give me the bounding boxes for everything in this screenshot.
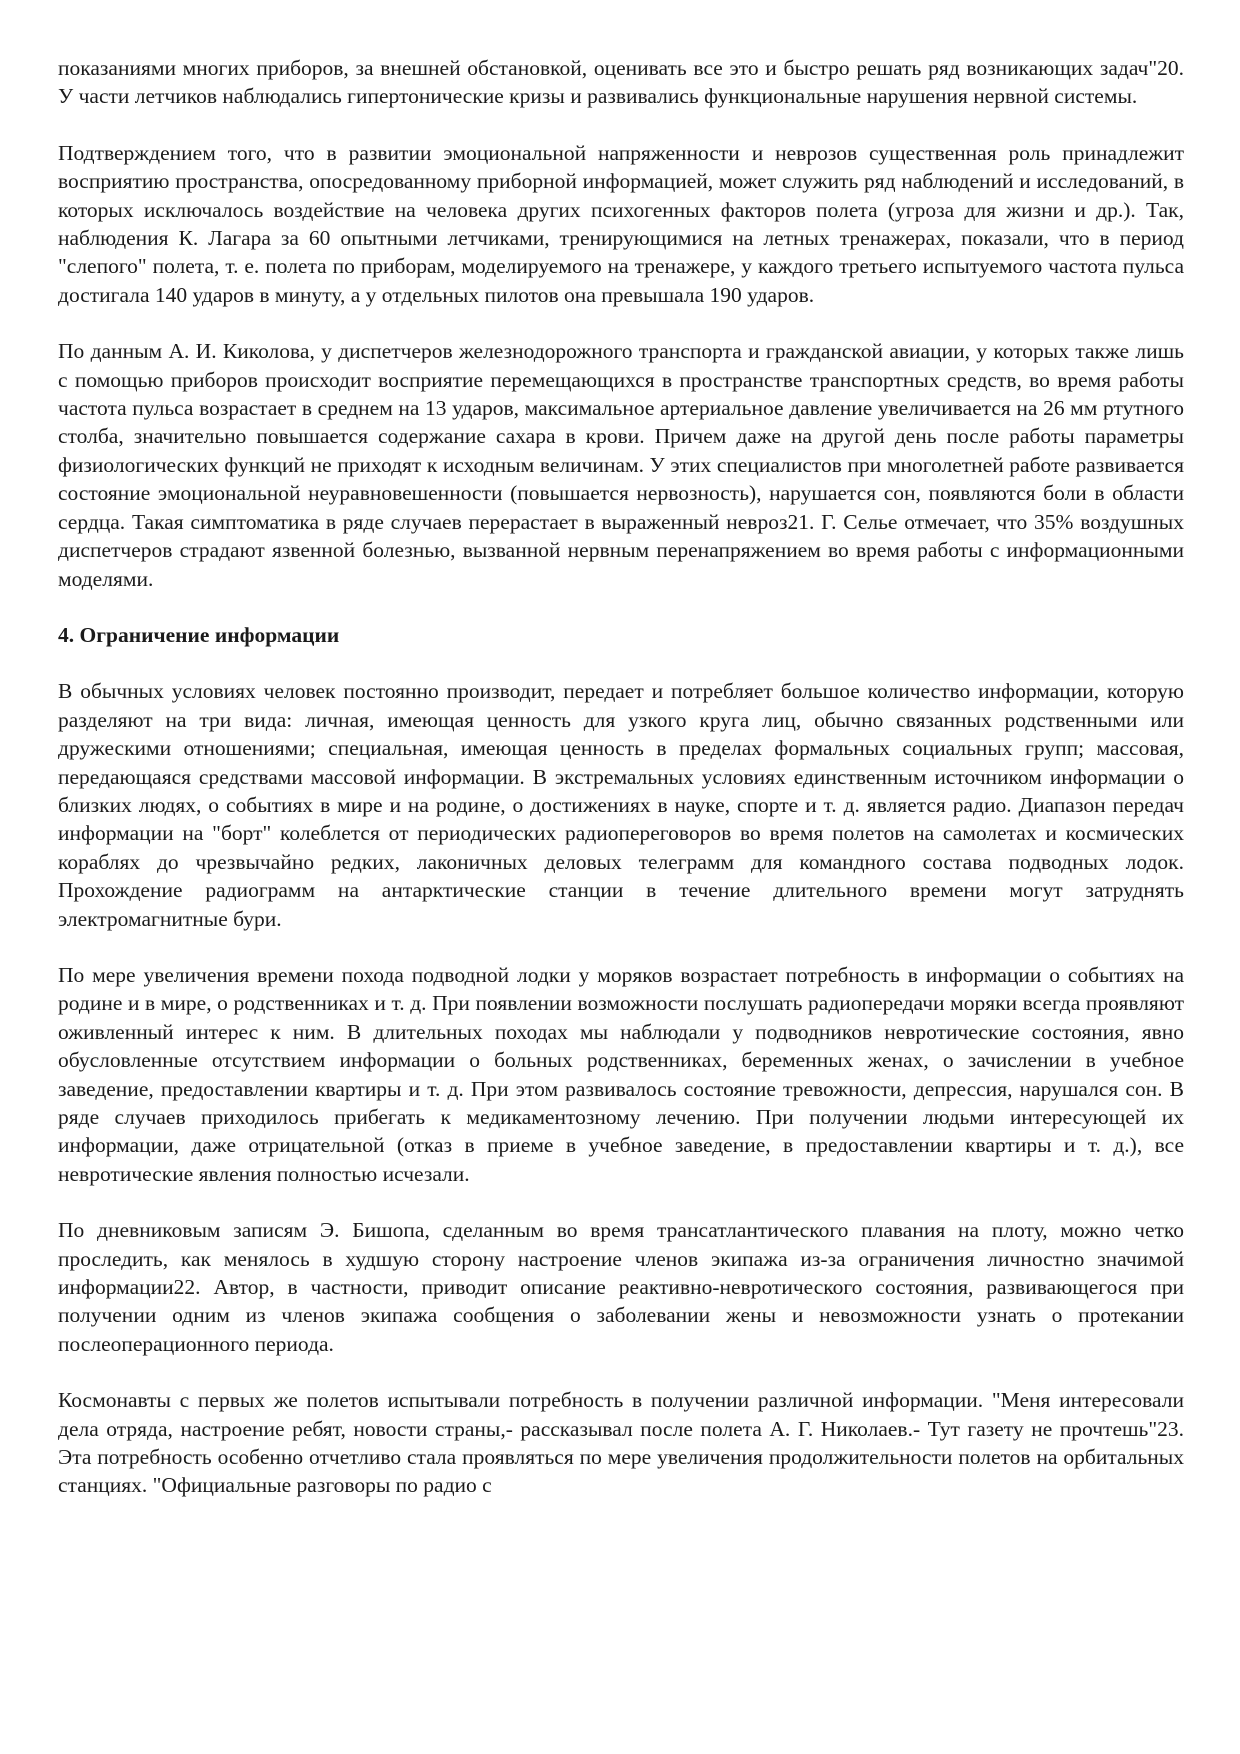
section-heading: 4. Ограничение информации [58,622,340,647]
paragraph-submariners: По мере увеличения времени похода подводной лодки у моряков возрастает потребность в информации о событиях на родине и в мире, о родственниках и т. д. При появлении возможности послушать радиопередачи моряки всегда проявляют оживленный интерес к ним. В длительных походах мы наблюдали у подводников невротические состояния, явно обусловленные отсутствием информации о больных родственниках, беременных женах, о зачислении в учебное заведение, предоставлении квартиры и т. д. При этом развивалось состояние тревожности, депрессия, нарушался сон. В ряде случаев приходилось прибегать к медикаментозному лечению. При получении людьми интересующей их информации, даже отрицательной (отказ в приеме в учебное заведение, в предоставлении квартиры и т. д.), все невротические явления полностью исчезали. [58,962,1184,1186]
paragraph-pilots-instruments: показаниями многих приборов, за внешней обстановкой, оценивать все это и быстро решать ряд возникающих задач"20. У части летчиков наблюдались гипертонические кризы и развивались функциональные нарушения нервной системы. [58,56,1184,109]
document-page [58,54,1184,1528]
paragraph-cosmonauts: Космонавты с первых же полетов испытывали потребность в получении различной информации. "Меня интересовали дела отряда, настроение ребят, новости страны,- рассказывал после полета А. Г. Николаев.- Тут газету не прочтешь"23. Эта потребность особенно отчетливо стала проявляться по мере увеличения продолжительности полетов на орбитальных станциях. "Официальные разговоры по радио с [58,1388,1184,1498]
paragraph-dispatchers: По данным А. И. Киколова, у диспетчеров железнодорожного транспорта и гражданской авиации, у которых также лишь с помощью приборов происходит восприятие перемещающихся в пространстве транспортных средств, во время работы частота пульса возрастает в среднем на 13 ударов, максимальное артериальное давление увеличивается на 26 мм ртутного столба, значительно повышается содержание сахара в крови. Причем даже на другой день после работы параметры физиологических функций не приходят к исходным величинам. У этих специалистов при многолетней работе развивается состояние эмоциональной неуравновешенности (повышается нервозность), нарушается сон, появляются боли в области сердца. Такая симптоматика в ряде случаев перерастает в выраженный невроз21. Г. Селье отмечает, что 35% воздушных диспетчеров страдают язвенной болезнью, вызванной нервным перенапряжением во время работы с информационными моделями. [58,339,1184,591]
paragraph-spatial-perception: Подтверждением того, что в развитии эмоциональной напряженности и неврозов существенная роль принадлежит восприятию пространства, опосредованному приборной информацией, может служить ряд наблюдений и исследований, в которых исключалось воздействие на человека других психогенных факторов полета (угроза для жизни и др.). Так, наблюдения К. Лагара за 60 опытными летчиками, тренирующимися на летных тренажерах, показали, что в период "слепого" полета, т. е. полета по приборам, моделируемого на тренажере, у каждого третьего испытуемого частота пульса достигала 140 ударов в минуту, а у отдельных пилотов она превышала 190 ударов. [58,140,1184,307]
paragraph-information-types: В обычных условиях человек постоянно производит, передает и потребляет большое количество информации, которую разделяют на три вида: личная, имеющая ценность для узкого круга лиц, обычно связанных родственными или дружескими отношениями; специальная, имеющая ценность в пределах формальных социальных групп; массовая, передающаяся средствами массовой информации. В экстремальных условиях единственным источником информации о близких людях, о событиях в мире и на родине, о достижениях в науке, спорте и т. д. является радио. Диапазон передач информации на "борт" колеблется от периодических радиопереговоров во время полетов на самолетах и космических кораблях до чрезвычайно редких, лаконичных деловых телеграмм для командного состава подводных лодок. Прохождение радиограмм на антарктические станции в течение длительного времени могут затруднять электромагнитные бури. [58,679,1184,931]
paragraph-bishop-diary: По дневниковым записям Э. Бишопа, сделанным во время трансатлантического плавания на плоту, можно четко проследить, как менялось в худшую сторону настроение членов экипажа из-за ограничения личностно значимой информации22. Автор, в частности, приводит описание реактивно-невротического состояния, развивающегося при получении одним из членов экипажа сообщения о заболевании жены и невозможности узнать о протекании послеоперационного периода. [58,1218,1184,1356]
